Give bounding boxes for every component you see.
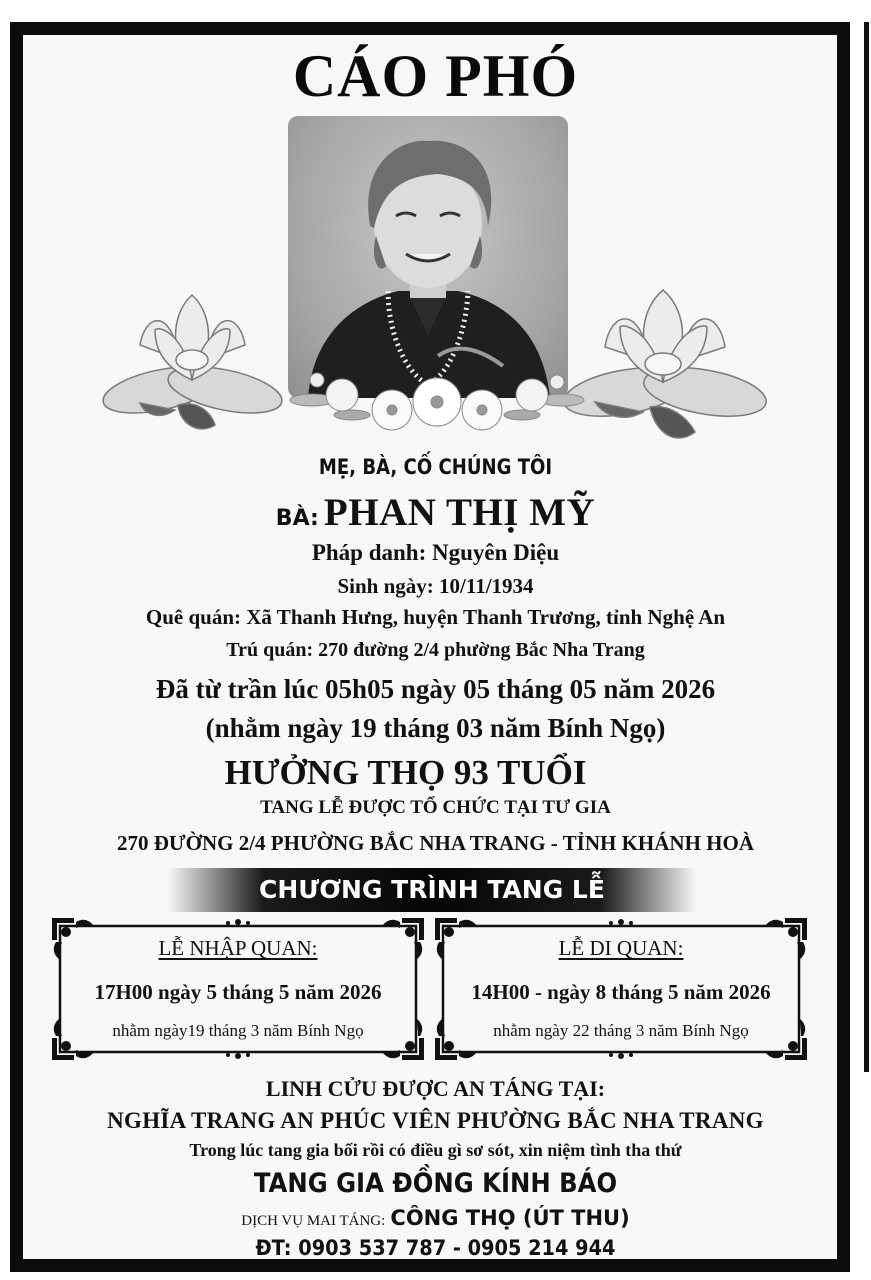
family-announcement: TANG GIA ĐỒNG KÍNH BÁO bbox=[253, 1168, 618, 1199]
burial-place: NGHĨA TRANG AN PHÚC VIÊN PHƯỜNG BẮC NHA TRANG bbox=[107, 1108, 764, 1133]
dharma-name: Pháp danh: Nguyên Diệu bbox=[311, 540, 560, 565]
hometown: Quê quán: Xã Thanh Hưng, huyện Thanh Trương, tỉnh Nghệ An bbox=[145, 605, 726, 629]
birth-date: Sinh ngày: 10/11/1934 bbox=[337, 574, 534, 598]
flower-garland-decoration bbox=[282, 360, 592, 450]
burial-heading: LINH CỬU ĐƯỢC AN TÁNG TẠI: bbox=[265, 1076, 606, 1101]
program-box-procession bbox=[435, 918, 807, 1060]
deceased-name: PHAN THỊ MỸ bbox=[323, 491, 596, 534]
lunar-death-date: (nhằm ngày 19 tháng 03 năm Bính Ngọ) bbox=[205, 713, 666, 743]
contact-phone: ĐT: 0903 537 787 - 0905 214 944 bbox=[255, 1236, 616, 1260]
procession-time: 14H00 - ngày 8 tháng 5 năm 2026 bbox=[471, 980, 771, 1004]
obituary-title: CÁO PHÓ bbox=[292, 43, 579, 109]
coffining-time: 17H00 ngày 5 tháng 5 năm 2026 bbox=[94, 980, 382, 1004]
funeral-service-line bbox=[0, 1206, 871, 1230]
funeral-location-heading: TANG LỄ ĐƯỢC TỔ CHỨC TẠI TƯ GIA bbox=[260, 797, 611, 818]
coffining-heading: LỄ NHẬP QUAN: bbox=[158, 936, 318, 960]
death-date: Đã từ trần lúc 05h05 ngày 05 tháng 05 năm 2026 bbox=[155, 674, 716, 704]
program-box-coffining bbox=[52, 918, 424, 1060]
name-prefix: BÀ: bbox=[275, 506, 319, 531]
deceased-name-line bbox=[0, 490, 871, 535]
age-line: HƯỞNG THỌ 93 TUỔI bbox=[224, 753, 587, 792]
coffining-lunar-date: nhằm ngày19 tháng 3 năm Bính Ngọ bbox=[112, 1021, 364, 1040]
procession-lunar-date: nhằm ngày 22 tháng 3 năm Bính Ngọ bbox=[493, 1021, 749, 1040]
intro-line: MẸ, BÀ, CỐ CHÚNG TÔI bbox=[318, 455, 553, 479]
program-title: CHƯƠNG TRÌNH TANG LỄ bbox=[259, 875, 605, 904]
portrait-photo bbox=[288, 116, 568, 398]
funeral-service-label: DỊCH VỤ MAI TÁNG: bbox=[241, 1213, 386, 1229]
residence: Trú quán: 270 đường 2/4 phường Bắc Nha Trang bbox=[226, 639, 645, 661]
procession-heading: LỄ DI QUAN: bbox=[558, 936, 684, 960]
funeral-service-name: CÔNG THỌ (ÚT THU) bbox=[390, 1206, 630, 1230]
lotus-left-decoration bbox=[100, 285, 290, 449]
program-banner bbox=[168, 868, 696, 912]
funeral-location-address: 270 ĐƯỜNG 2/4 PHƯỜNG BẮC NHA TRANG - TỈNH KHÁNH HOÀ bbox=[116, 831, 755, 855]
apology-line: Trong lúc tang gia bối rồi có điều gì sơ sót, xin niệm tình tha thứ bbox=[189, 1140, 682, 1160]
